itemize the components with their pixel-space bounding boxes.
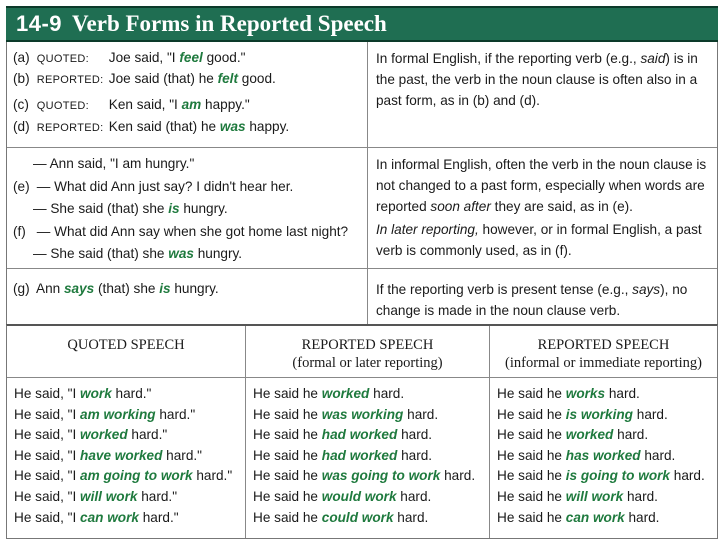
table-row: He said, "I am working hard." [14,406,196,422]
column-quoted [7,326,246,538]
examples-e-f [7,148,368,268]
column-header-quoted: QUOTED SPEECH [7,326,245,378]
table-row: He said he is working hard. [497,406,668,422]
ann-quote: — Ann said, "I am hungry." [33,156,195,171]
example-g-cell [7,269,368,324]
quoted-rows [7,386,245,530]
example-g: (g) Ann says (that) she is hungry. [13,281,219,296]
table-row: He said he has worked hard. [497,447,676,463]
formal-rows [246,386,489,530]
table-row: He said he was working hard. [253,406,439,422]
column-header-informal: REPORTED SPEECH (informal or immediate reporting) [490,326,717,378]
note-informal-1: In informal English, often the verb in the noun clause is not changed to a past form, especially when words are reported soon after they are said, as in (e). [376,157,707,214]
example-b: (b) REPORTED: Joe said (that) he felt good. [13,71,276,86]
note-informal [368,148,717,268]
chart-header [6,6,718,42]
table-row: He said, "I will work hard." [14,488,178,504]
section-g [7,269,717,324]
table-row: He said, "I am going to work hard." [14,468,233,484]
table-row: He said, "I have worked hard." [14,447,202,463]
verb-forms-table [6,324,718,539]
informal-rows [490,386,717,530]
explanation-grid [6,42,718,324]
table-row: He said he will work hard. [497,488,658,504]
table-row: He said he is going to work hard. [497,468,705,484]
example-e-question: (e) — What did Ann just say? I didn't hear her. [13,179,294,194]
column-informal [490,326,717,538]
example-d: (d) REPORTED: Ken said (that) he was happy. [13,119,290,134]
note-later-reporting: In later reporting, however, or in formal English, a past verb is commonly used, as in (f). [376,222,702,258]
chart-title: Verb Forms in Reported Speech [72,11,387,36]
table-row: He said he had worked hard. [253,447,433,463]
column-formal [246,326,490,538]
note-formal-past: In formal English, if the reporting verb (e.g., said) is in the past, the verb in the noun clause is often also in a past form, as in (b) and (d). [376,51,698,108]
example-f-question: (f) — What did Ann say when she got home last night? [13,224,349,239]
table-row: He said he had worked hard. [253,427,433,443]
examples-a-d [7,42,368,147]
table-row: He said he was going to work hard. [253,468,476,484]
example-c: (c) QUOTED: Ken said, "I am happy." [13,97,250,112]
table-row: He said he can work hard. [497,509,660,525]
column-header-formal: REPORTED SPEECH (formal or later reporting) [246,326,489,378]
table-row: He said, "I worked hard." [14,427,168,443]
table-row: He said he could work hard. [253,509,429,525]
table-row: He said he works hard. [497,386,640,401]
section-a-d [7,42,717,148]
table-row: He said he would work hard. [253,488,432,504]
table-row: He said he worked hard. [253,386,405,401]
note-present-tense: If the reporting verb is present tense (e.g., says), no change is made in the noun clause verb. [376,282,688,318]
table-row: He said he worked hard. [497,427,649,443]
example-e-answer: — She said (that) she is hungry. [33,201,228,216]
example-a: (a) QUOTED: Joe said, "I feel good." [13,50,246,65]
section-e-f [7,148,717,269]
table-row: He said, "I can work hard." [14,509,179,525]
chart-number: 14-9 [16,11,63,36]
example-f-answer: — She said (that) she was hungry. [33,246,243,261]
table-row: He said, "I work hard." [14,386,152,401]
